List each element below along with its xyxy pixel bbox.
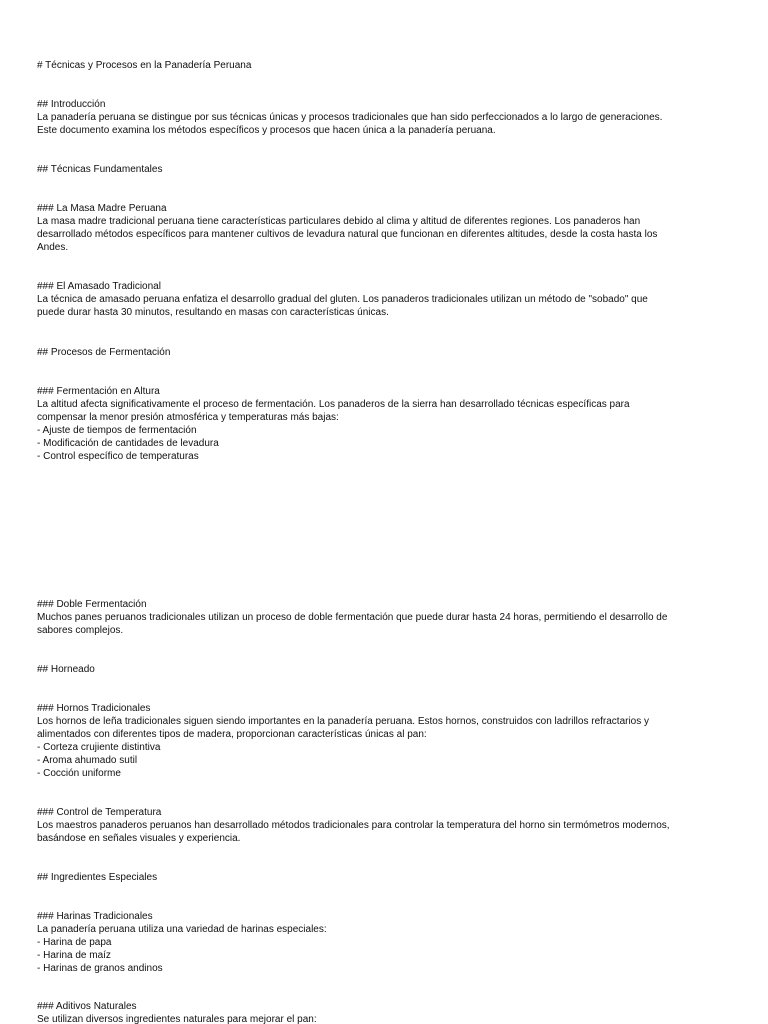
paragraph-line: compensar la menor presión atmosférica y temperaturas más bajas:: [37, 412, 339, 423]
paragraph-line: Los hornos de leña tradicionales siguen siendo importantes en la panadería peruana. Estos hornos, construidos con ladrillos refractarios y: [37, 716, 650, 727]
list-item: - Cocción uniforme: [37, 768, 121, 779]
list-item: - Harina de papa: [37, 937, 112, 948]
section-heading: ## Procesos de Fermentación: [37, 347, 171, 358]
paragraph-line: Muchos panes peruanos tradicionales utilizan un proceso de doble fermentación que puede durar hasta 24 horas, permitiendo el desarrollo de: [37, 612, 668, 623]
paragraph-line: alimentados con diferentes tipos de madera, proporcionan características únicas al pan:: [37, 729, 427, 740]
paragraph-line: La masa madre tradicional peruana tiene características particulares debido al clima y altitud de diferentes regiones. Los panaderos han: [37, 216, 641, 227]
paragraph-line: Se utilizan diversos ingredientes naturales para mejorar el pan:: [37, 1014, 317, 1024]
section-heading: ## Técnicas Fundamentales: [37, 164, 163, 175]
list-item: - Corteza crujiente distintiva: [37, 742, 161, 753]
subsection-heading: ### Fermentación en Altura: [37, 386, 160, 397]
section-heading: ## Ingredientes Especiales: [37, 872, 158, 883]
list-item: - Ajuste de tiempos de fermentación: [37, 425, 197, 436]
paragraph-line: basándose en señales visuales y experiencia.: [37, 833, 241, 844]
paragraph-line: puede durar hasta 30 minutos, resultando en masas con características únicas.: [37, 307, 389, 318]
subsection-heading: ### La Masa Madre Peruana: [37, 203, 167, 214]
paragraph-line: La altitud afecta significativamente el proceso de fermentación. Los panaderos de la sierra han desarrollado técnicas específicas para: [37, 399, 630, 410]
list-item: - Control específico de temperaturas: [37, 451, 199, 462]
list-item: - Harina de maíz: [37, 950, 111, 961]
subsection-heading: ### Doble Fermentación: [37, 599, 147, 610]
paragraph-line: La panadería peruana utiliza una variedad de harinas especiales:: [37, 924, 327, 935]
section-heading: ## Horneado: [37, 664, 95, 675]
paragraph-line: Este documento examina los métodos específicos y procesos que hacen única a la panadería peruana.: [37, 125, 496, 136]
subsection-heading: ### El Amasado Tradicional: [37, 281, 161, 292]
subsection-heading: ### Control de Temperatura: [37, 807, 162, 818]
paragraph-line: sabores complejos.: [37, 625, 124, 636]
list-item: - Aroma ahumado sutil: [37, 755, 138, 766]
paragraph-line: La técnica de amasado peruana enfatiza el desarrollo gradual del gluten. Los panaderos tradicionales utilizan un método de "sobado" que: [37, 294, 648, 305]
document-title: # Técnicas y Procesos en la Panadería Peruana: [37, 60, 252, 71]
section-heading: ## Introducción: [37, 99, 106, 110]
paragraph-line: Andes.: [37, 242, 69, 253]
paragraph-line: La panadería peruana se distingue por sus técnicas únicas y procesos tradicionales que han sido perfeccionados a lo largo de generaciones.: [37, 112, 663, 123]
subsection-heading: ### Aditivos Naturales: [37, 1001, 137, 1012]
list-item: - Modificación de cantidades de levadura: [37, 438, 219, 449]
paragraph-line: Los maestros panaderos peruanos han desarrollado métodos tradicionales para controlar la temperatura del horno sin termómetros modernos,: [37, 820, 670, 831]
paragraph-line: desarrollado métodos específicos para mantener cultivos de levadura natural que funcionan en diferentes altitudes, desde la costa hasta los: [37, 229, 658, 240]
list-item: - Harinas de granos andinos: [37, 963, 163, 974]
subsection-heading: ### Harinas Tradicionales: [37, 911, 153, 922]
subsection-heading: ### Hornos Tradicionales: [37, 703, 151, 714]
